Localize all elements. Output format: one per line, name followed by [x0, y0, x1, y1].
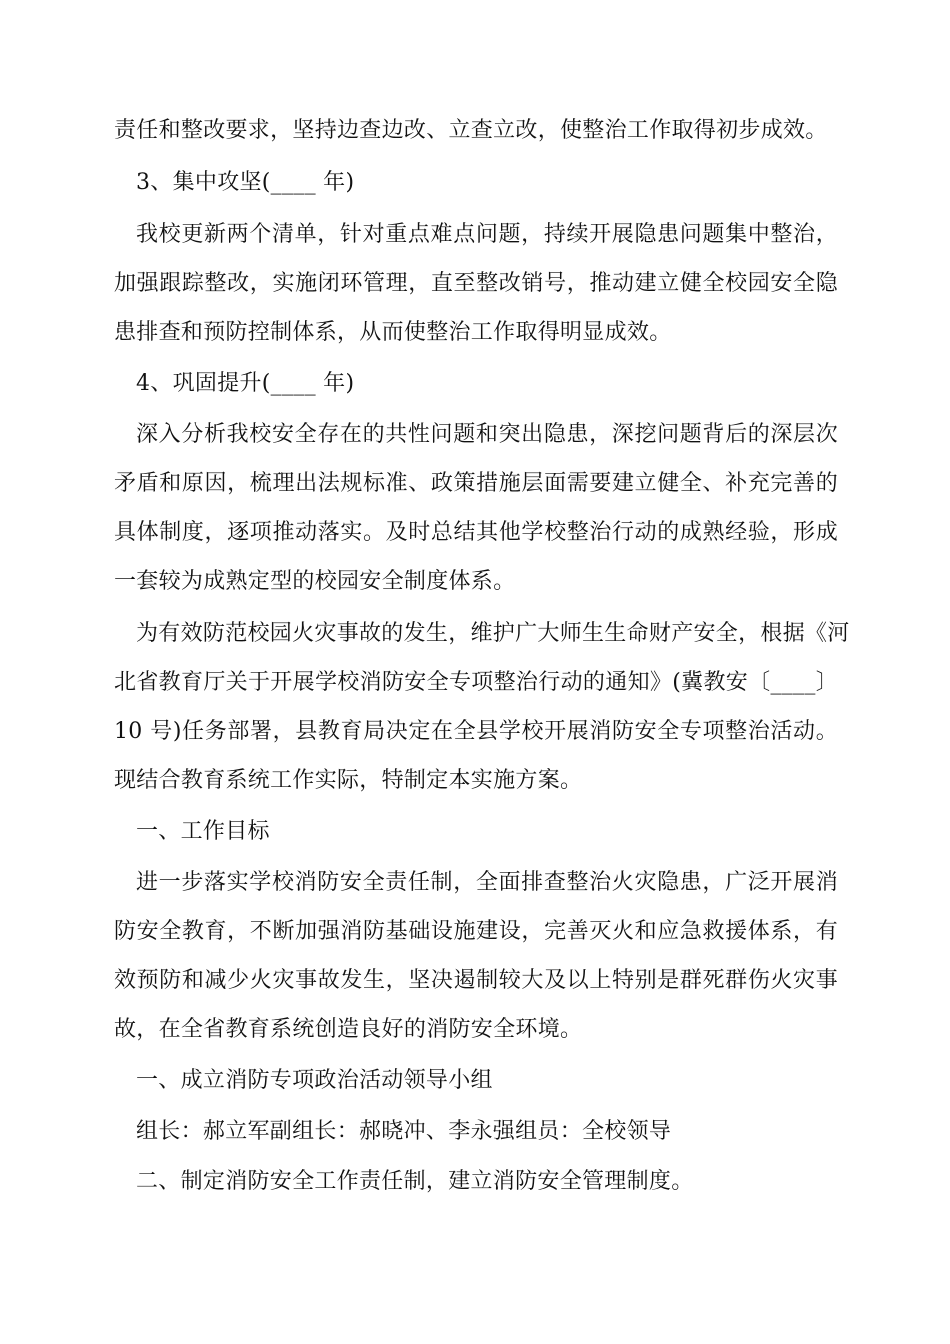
text-line-5: 患排查和预防控制体系，从而使整治工作取得明显成效。 — [114, 320, 672, 345]
text-line-8: 矛盾和原因，梳理出法规标准、政策措施层面需要建立健全、补充完善的 — [114, 471, 838, 496]
section-heading-3: 3、集中攻坚(____ 年) — [136, 170, 355, 195]
text-line-4: 加强跟踪整改，实施闭环管理，直至整改销号，推动建立健全校园安全隐 — [114, 271, 838, 296]
section-heading-group: 一、成立消防专项政治活动领导小组 — [136, 1068, 493, 1093]
text-line-19: 故，在全省教育系统创造良好的消防安全环境。 — [114, 1017, 583, 1042]
text-line-14: 现结合教育系统工作实际，特制定本实施方案。 — [114, 768, 583, 793]
text-line-9: 具体制度，逐项推动落实。及时总结其他学校整治行动的成熟经验，形成 — [114, 520, 838, 545]
text-line-17: 防安全教育，不断加强消防基础设施建设，完善灭火和应急救援体系，有 — [114, 919, 838, 944]
text-line-12: 北省教育厅关于开展学校消防安全专项整治行动的通知》(冀教安〔____〕 — [114, 670, 838, 695]
text-line-7: 深入分析我校安全存在的共性问题和突出隐患，深挖问题背后的深层次 — [136, 422, 838, 447]
section-heading-4: 4、巩固提升(____ 年) — [136, 371, 355, 396]
section-heading-goal: 一、工作目标 — [136, 819, 270, 844]
text-line-11: 为有效防范校园火灾事故的发生，维护广大师生生命财产安全，根据《河 — [136, 621, 850, 646]
text-line-10: 一套较为成熟定型的校园安全制度体系。 — [114, 569, 516, 594]
text-line-18: 效预防和减少火灾事故发生，坚决遏制较大及以上特别是群死群伤火灾事 — [114, 968, 838, 993]
text-line-16: 进一步落实学校消防安全责任制，全面排查整治火灾隐患，广泛开展消 — [136, 870, 838, 895]
text-line-1: 责任和整改要求，坚持边查边改、立查立改，使整治工作取得初步成效。 — [114, 118, 828, 143]
text-line-3: 我校更新两个清单，针对重点难点问题，持续开展隐患问题集中整治， — [136, 222, 838, 247]
text-line-21: 组长：郝立军副组长：郝晓冲、李永强组员：全校领导 — [136, 1119, 672, 1144]
text-line-13: 10 号)任务部署，县教育局决定在全县学校开展消防安全专项整治活动。 — [114, 719, 838, 744]
section-heading-two: 二、制定消防安全工作责任制，建立消防安全管理制度。 — [136, 1169, 694, 1194]
